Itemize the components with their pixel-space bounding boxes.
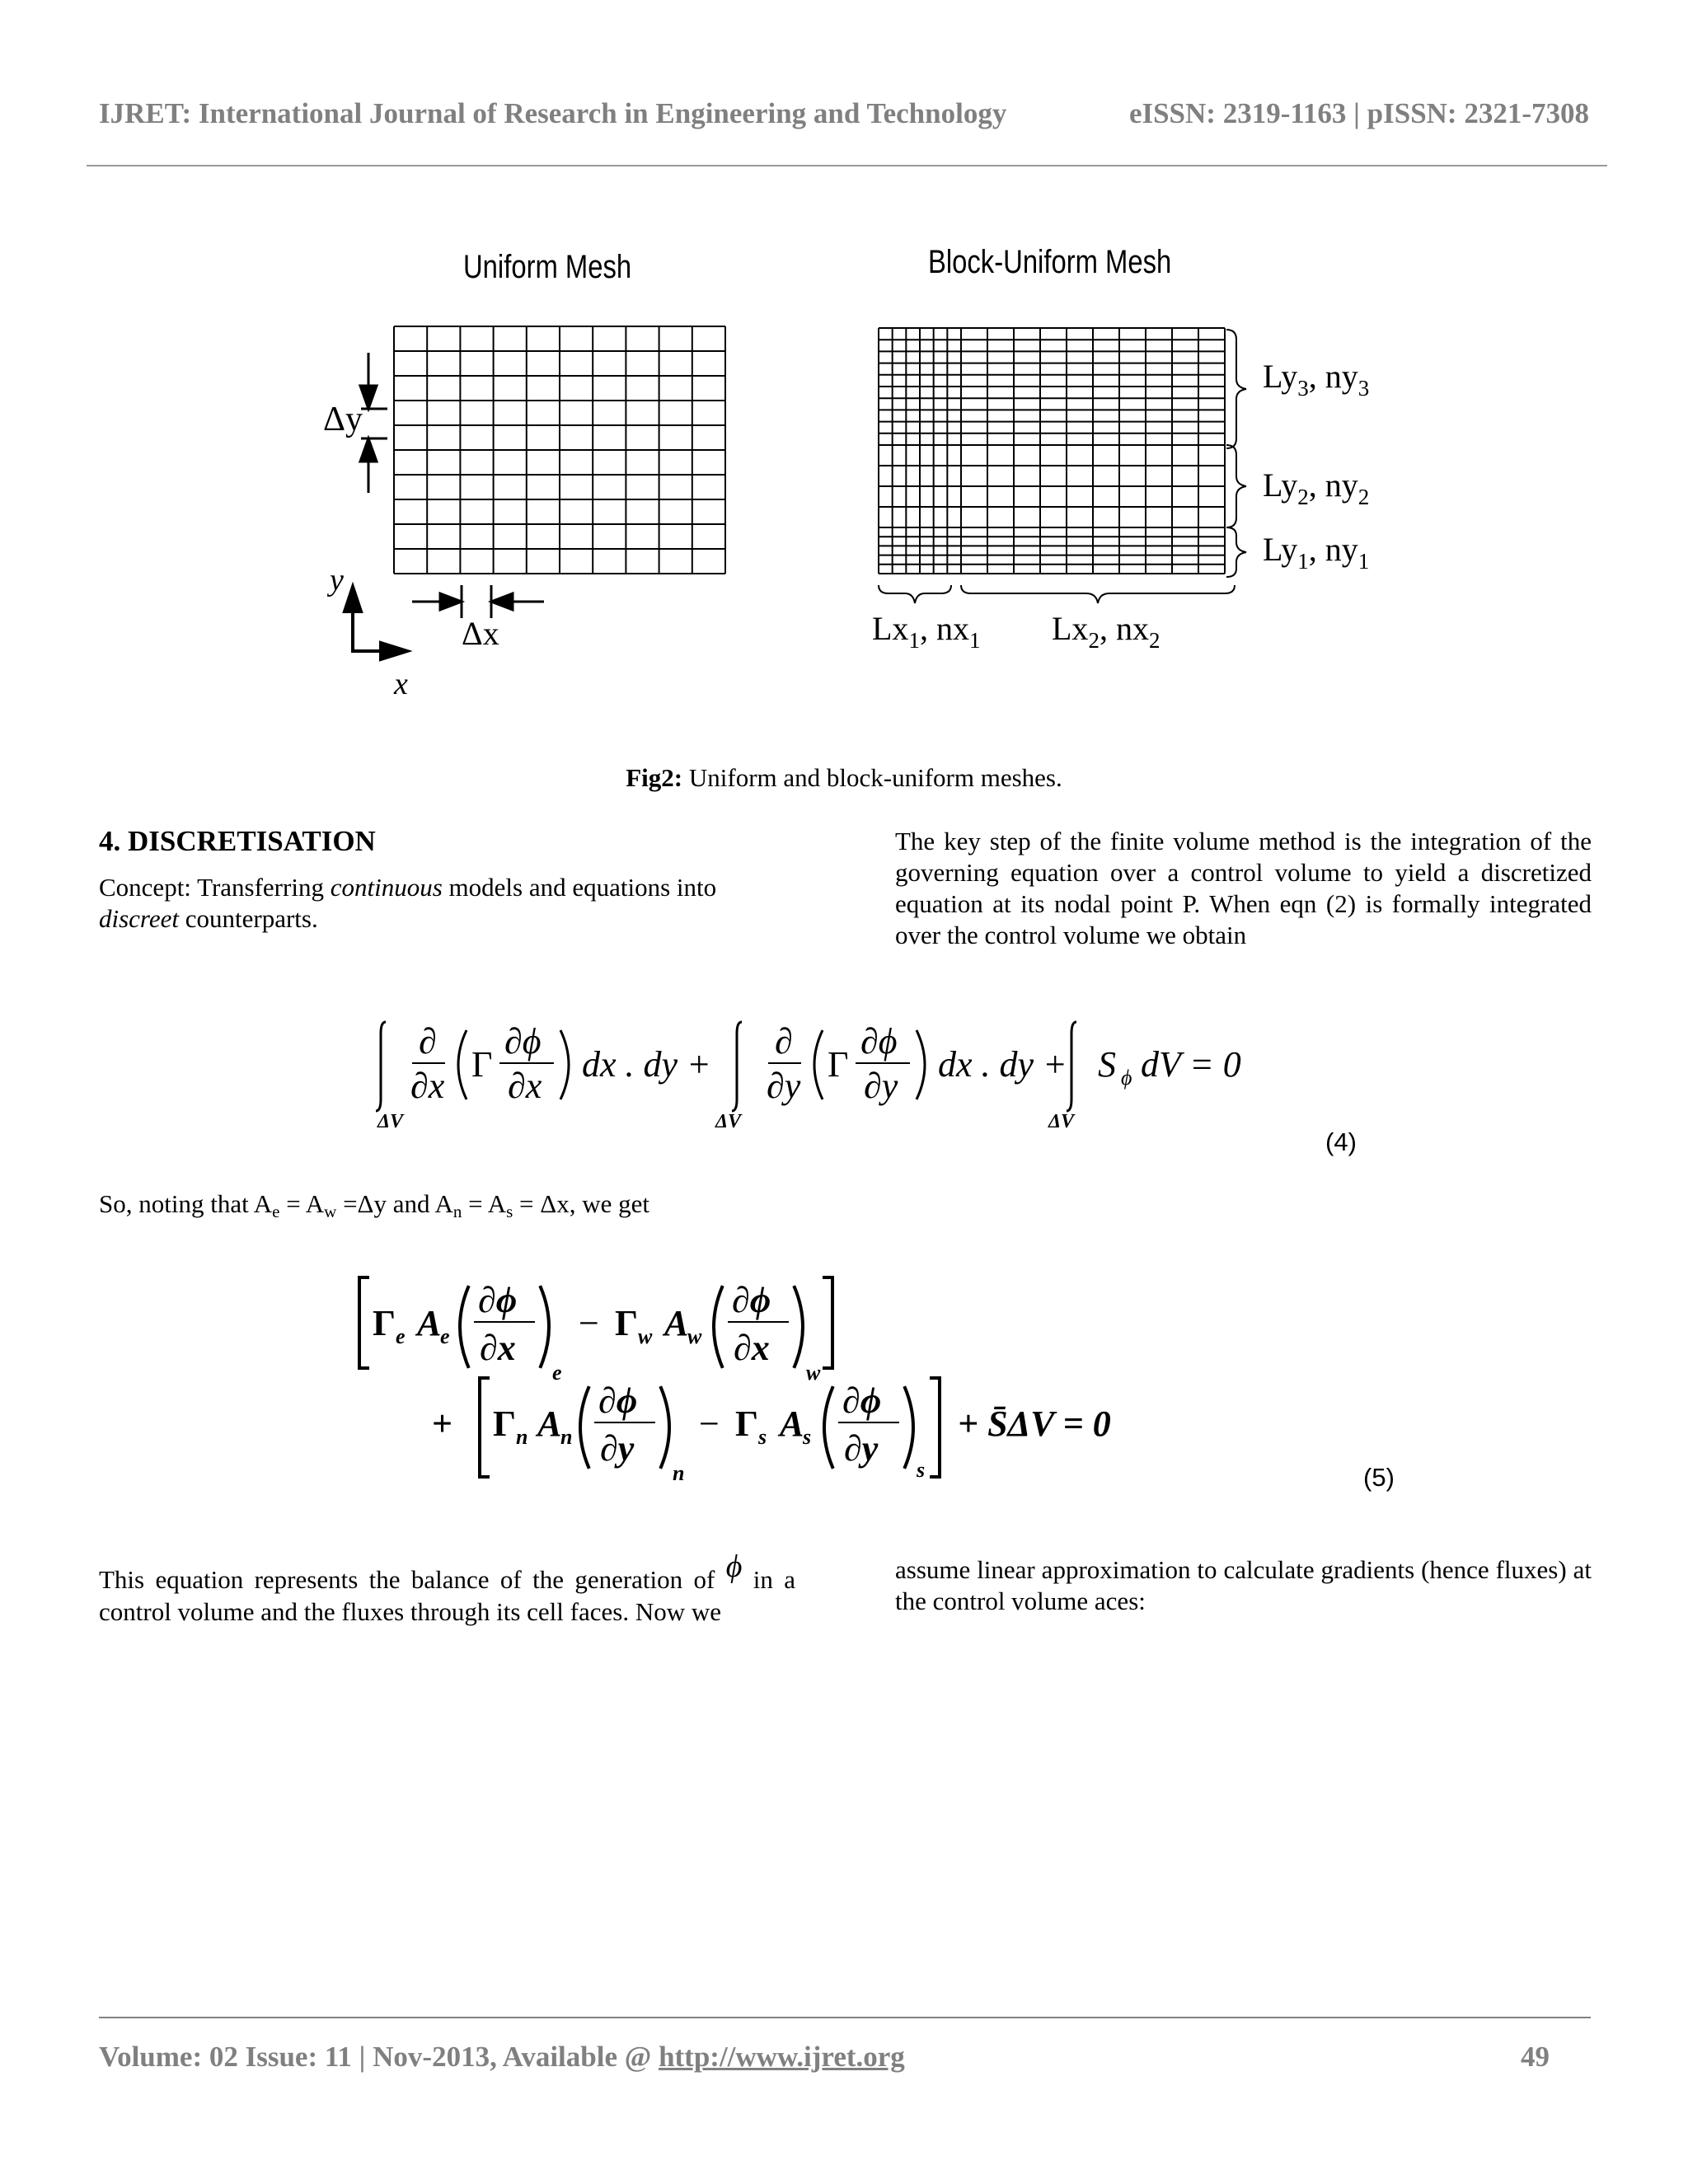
svg-text:dV = 0: dV = 0: [1141, 1044, 1241, 1085]
svg-text:ϕ: ϕ: [1121, 1066, 1132, 1090]
figure-caption: Fig2: Uniform and block-uniform meshes.: [626, 763, 1062, 792]
mesh-figure: [0, 0, 1688, 824]
svg-text:∂ϕ: ∂ϕ: [478, 1280, 518, 1320]
svg-text:Γ: Γ: [735, 1404, 758, 1444]
svg-text:Γ: Γ: [471, 1044, 493, 1085]
ly2-label: $Ly_2$, $ny_2$: [1263, 466, 1370, 509]
svg-text:∂y: ∂y: [600, 1428, 635, 1469]
svg-text:+ S̄ΔV = 0: + S̄ΔV = 0: [958, 1404, 1111, 1444]
svg-text:s: s: [917, 1458, 926, 1482]
svg-text:ΔV: ΔV: [377, 1111, 404, 1132]
svg-text:w: w: [687, 1324, 702, 1348]
concept-paragraph: Concept: Transferring continuous models and equations into discreet counterparts.: [99, 873, 717, 933]
svg-text:w: w: [638, 1324, 653, 1348]
y-axis-label: y: [330, 563, 344, 598]
svg-text:Γ: Γ: [493, 1404, 516, 1444]
equation-4: [346, 1005, 1253, 1154]
lx1-label: $Lx_1$, $nx_1$: [872, 610, 981, 653]
svg-text:n: n: [673, 1461, 685, 1485]
svg-text:S: S: [1098, 1044, 1116, 1085]
left-column-top: [99, 826, 783, 935]
svg-text:−: −: [579, 1303, 599, 1343]
right-paragraph: The key step of the finite volume method is the integration of the governing equation over a control volume to yield a discretized equation at its nodal point P. When eqn (2) is formally integrated over the control volume we obtain: [895, 827, 1592, 949]
dx-label: Δx: [462, 615, 499, 652]
uniform-mesh-title: Uniform Mesh: [463, 249, 632, 285]
svg-text:∂y: ∂y: [864, 1066, 898, 1106]
linear-approx-paragraph: assume linear approximation to calculate gradients (hence fluxes) at the control volume aces:: [895, 1555, 1592, 1615]
section-heading: 4. DISCRETISATION: [99, 825, 376, 857]
svg-text:A: A: [780, 1404, 804, 1444]
page-number: 49: [1521, 2041, 1550, 2073]
svg-text:∂x: ∂x: [508, 1066, 542, 1106]
axes-icon: [345, 587, 407, 659]
journal-title: IJRET: International Journal of Research in Engineering and Technology: [99, 97, 1007, 129]
noting-line: So, noting that Ae = Aw =Δy and An = As = Δx, we get: [99, 1189, 649, 1221]
block-mesh-title: Block-Uniform Mesh: [928, 244, 1172, 280]
balance-paragraph: This equation represents the balance of the generation of ϕ in a control volume and the fluxes through its cell faces. Now we: [99, 1549, 796, 1626]
page-footer: [99, 2041, 1550, 2074]
equation-4-number: (4): [1325, 1127, 1357, 1156]
svg-text:ΔV: ΔV: [715, 1111, 742, 1132]
svg-text:n: n: [560, 1425, 573, 1449]
svg-text:dx . dy +: dx . dy +: [938, 1044, 1067, 1085]
svg-text:∂x: ∂x: [734, 1328, 770, 1368]
svg-text:∂ϕ: ∂ϕ: [842, 1380, 882, 1421]
svg-text:∂ϕ: ∂ϕ: [504, 1021, 542, 1062]
svg-text:e: e: [552, 1361, 562, 1385]
journal-link[interactable]: http://www.ijret.org: [659, 2041, 905, 2073]
x-braces: [879, 585, 1235, 603]
svg-text:A: A: [537, 1404, 562, 1444]
svg-text:∂x: ∂x: [410, 1066, 445, 1106]
svg-text:∂ϕ: ∂ϕ: [860, 1021, 898, 1062]
x-axis-label: x: [394, 667, 408, 701]
svg-text:n: n: [516, 1425, 528, 1449]
phi-symbol: ϕ: [725, 1549, 743, 1584]
ly3-label: $Ly_3$, $ny_3$: [1263, 358, 1370, 401]
svg-text:A: A: [664, 1303, 689, 1343]
dx-dimension-arrows: [412, 585, 544, 618]
svg-text:A: A: [417, 1303, 442, 1343]
svg-text:∂: ∂: [419, 1021, 437, 1062]
svg-text:ΔV: ΔV: [1048, 1111, 1075, 1132]
uniform-mesh-grid: [394, 326, 725, 574]
svg-text:∂ϕ: ∂ϕ: [598, 1380, 638, 1421]
svg-text:∂: ∂: [775, 1021, 793, 1062]
issn: eISSN: 2319-1163 | pISSN: 2321-7308: [1128, 97, 1589, 129]
equation-5-number: (5): [1363, 1463, 1395, 1492]
svg-text:dx . dy +: dx . dy +: [582, 1044, 711, 1085]
svg-text:∂x: ∂x: [480, 1328, 516, 1368]
svg-text:−: −: [699, 1404, 720, 1444]
footer-rule: [99, 2017, 1591, 2018]
svg-text:Γ: Γ: [828, 1044, 849, 1085]
svg-text:e: e: [396, 1324, 406, 1348]
svg-text:s: s: [758, 1425, 767, 1449]
dy-dimension-arrows: [360, 353, 387, 493]
svg-text:Γ: Γ: [373, 1303, 396, 1343]
svg-text:∂y: ∂y: [844, 1428, 879, 1469]
svg-text:e: e: [440, 1324, 450, 1348]
equation-5: [354, 1253, 1220, 1500]
svg-text:w: w: [806, 1361, 821, 1385]
y-braces: [1226, 330, 1246, 577]
svg-text:∂y: ∂y: [767, 1066, 801, 1106]
svg-text:+: +: [432, 1404, 453, 1444]
footer-volume-info: Volume: 02 Issue: 11 | Nov-2013, Available @ http://www.ijret.org: [99, 2041, 905, 2073]
svg-text:s: s: [803, 1425, 812, 1449]
lx2-label: $Lx_2$, $nx_2$: [1052, 610, 1160, 653]
ly1-label: $Ly_1$, $ny_1$: [1263, 531, 1370, 574]
dy-label: Δy: [323, 401, 363, 438]
svg-text:Γ: Γ: [615, 1303, 638, 1343]
svg-text:∂ϕ: ∂ϕ: [732, 1280, 771, 1320]
block-uniform-mesh-grid: [879, 328, 1225, 574]
